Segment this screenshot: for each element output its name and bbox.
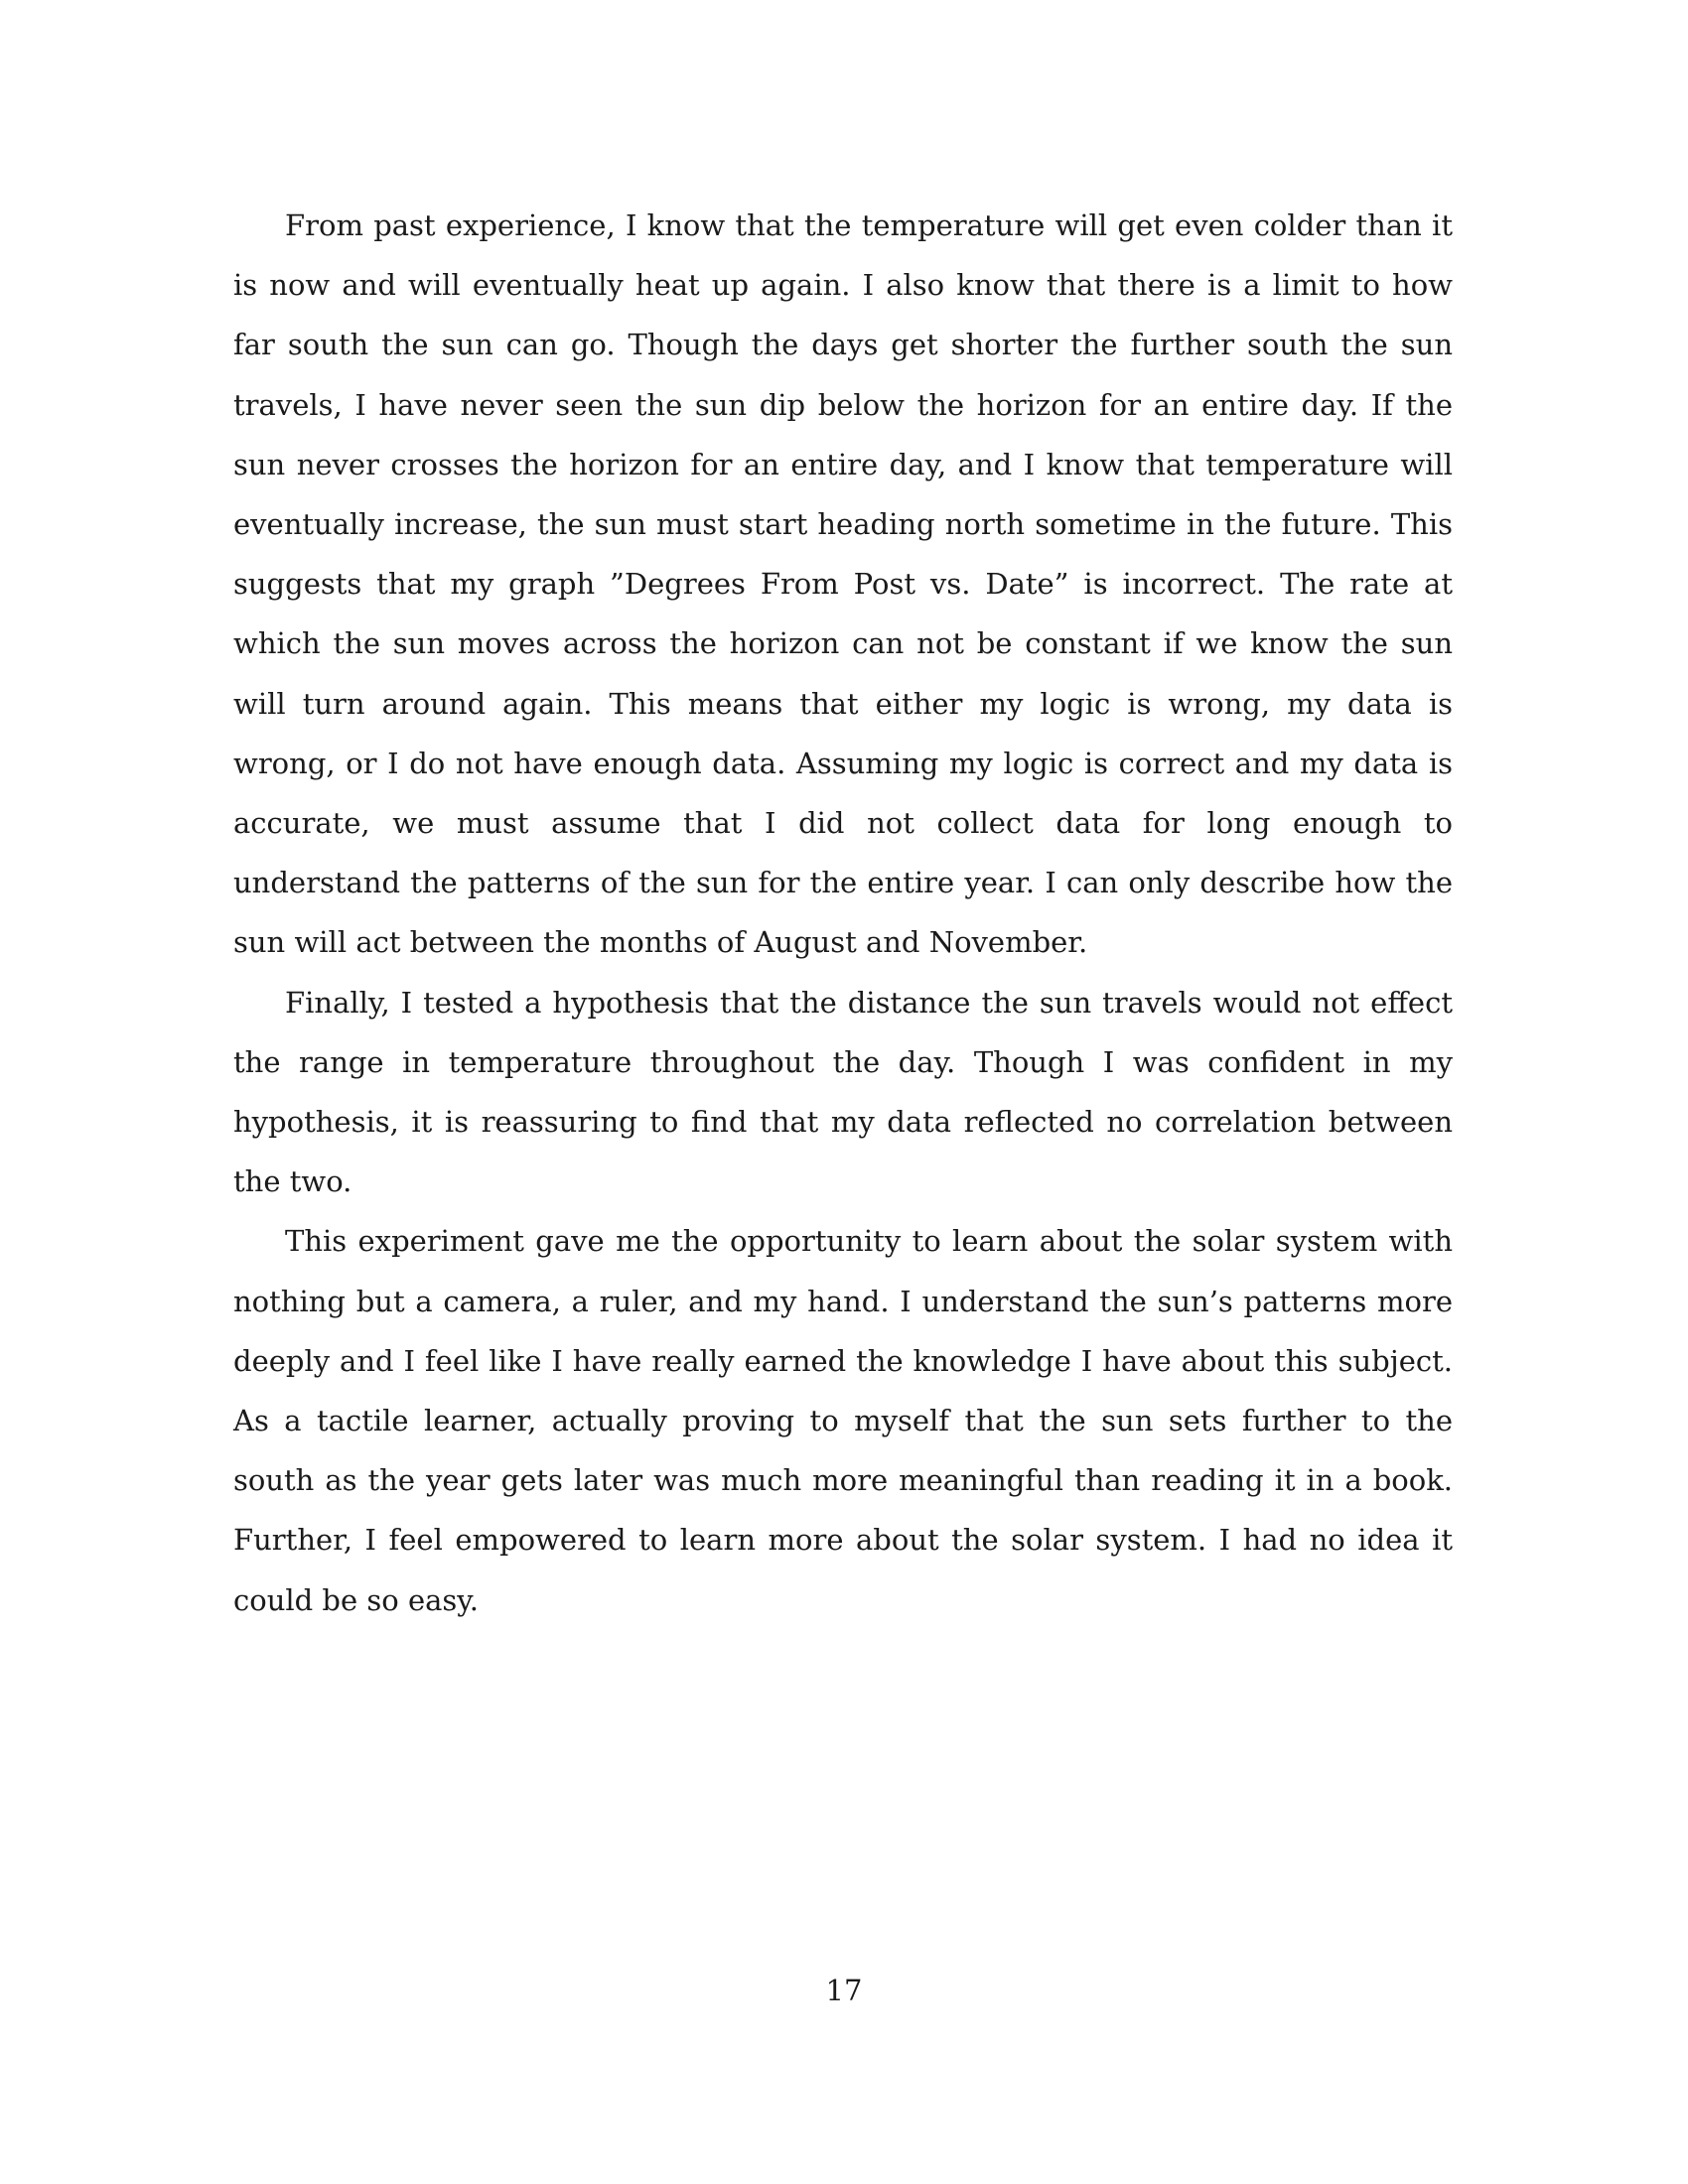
paragraph-hypothesis: Finally, I tested a hypothesis that the distance the sun travels would not effect the range in temperature throughout the day. Though I was confident in my hypothesis, it is reassuring to find that my data reflected no correlation between the two. xyxy=(233,985,1453,1199)
body-text xyxy=(233,196,1453,1630)
paragraph-reflection: This experiment gave me the opportunity to learn about the solar system with nothing but a camera, a ruler, and my hand. I understand the sun’s patterns more deeply and I feel like I have really earned the knowledge I have about this subject. As a tactile learner, actually proving to myself that the sun sets further to the south as the year gets later was much more meaningful than reading it in a book. Further, I feel empowered to learn more about the solar system. I had no idea it could be so easy. xyxy=(233,1224,1453,1617)
paragraph-sun-limits: From past experience, I know that the temperature will get even colder than it is now and will eventually heat up again. I also know that there is a limit to how far south the sun can go. Though the days get shorter the further south the sun travels, I have never seen the sun dip below the horizon for an entire day. If the sun never crosses the horizon for an entire day, and I know that temperature will eventually increase, the sun must start heading north sometime in the future. This suggests that my graph ”Degrees From Post vs. Date” is incorrect. The rate at which the sun moves across the horizon can not be constant if we know the sun will turn around again. This means that either my logic is wrong, my data is wrong, or I do not have enough data. Assuming my logic is correct and my data is accurate, we must assume that I did not collect data for long enough to understand the patterns of the sun for the entire year. I can only describe how the sun will act between the months of August and November. xyxy=(233,208,1453,960)
page-number: 17 xyxy=(825,1974,863,2007)
